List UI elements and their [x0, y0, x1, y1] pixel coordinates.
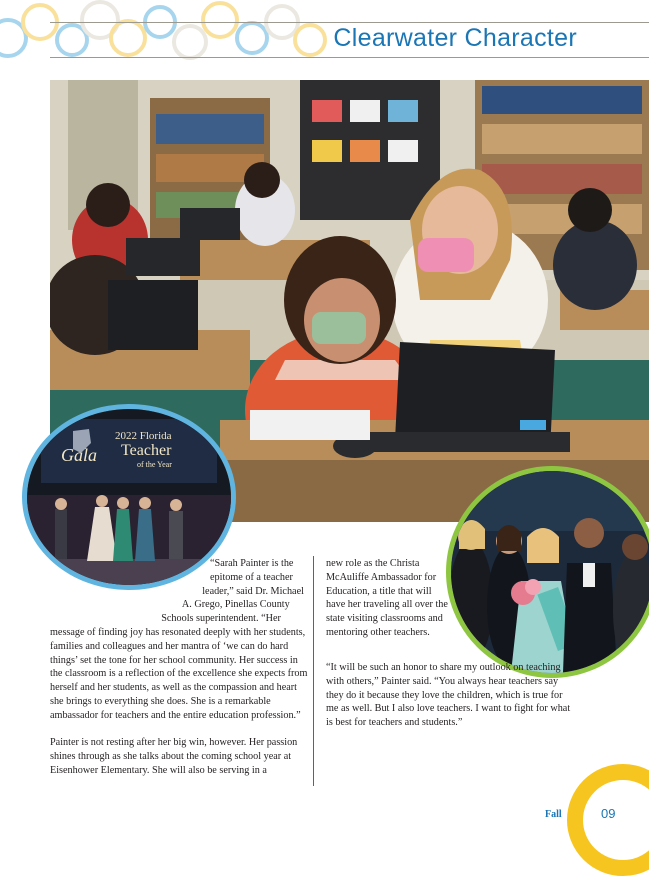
- article-paragraph: “It will be such an honor to share my outlook on teaching with others,” Painter said. “You always hear teachers say they do it because they love the children, which is true for me as well. But I also love teachers. I want to fight for what is best for teachers and students.”: [326, 662, 571, 729]
- gala-screen-teacher: Teacher: [121, 442, 172, 459]
- footer-season: Fall: [545, 809, 562, 820]
- header-rule-top: [50, 22, 649, 23]
- header-rule-bottom: [50, 57, 649, 58]
- article-paragraph: “Sarah Painter is the epitome of a teacher leader,” said Dr. Michael A. Grego, Pinellas County Schools superintendent. “Her message of finding joy has resonated deeply with her students, families and colleagues and her mantra of ‘we can do hard things’ set the tone for her school community. Her success in the classroom is a reflection of the excellence she expects from herself and her students, as well as the compassion and heart she brings to everything she does. She is a remarkable ambassador for teachers and the entire education profession.”: [50, 558, 308, 721]
- gala-screen-year: of the Year: [137, 460, 172, 469]
- column-divider: [313, 556, 314, 786]
- article-paragraph: Painter is not resting after her big win, however. Her passion shines through as she talks about the coming school year at Eisenhower Elementary. She will also be serving in a: [50, 737, 298, 776]
- gala-screen-gala: Gala: [61, 445, 97, 465]
- page-number: 09: [601, 806, 616, 821]
- article-paragraph: new role as the Christa McAuliffe Ambassador for Education, a title that will have her traveling all over the state visiting classrooms and mentoring other teachers.: [326, 558, 448, 638]
- header-rings-decoration: [0, 0, 340, 70]
- article-column-left: [50, 557, 312, 792]
- gala-screen-florida: 2022 Florida: [115, 430, 172, 442]
- article-column-right: [326, 557, 576, 744]
- circle-wrap-spacer-right: [448, 557, 576, 661]
- section-title: Clearwater Character: [333, 24, 577, 52]
